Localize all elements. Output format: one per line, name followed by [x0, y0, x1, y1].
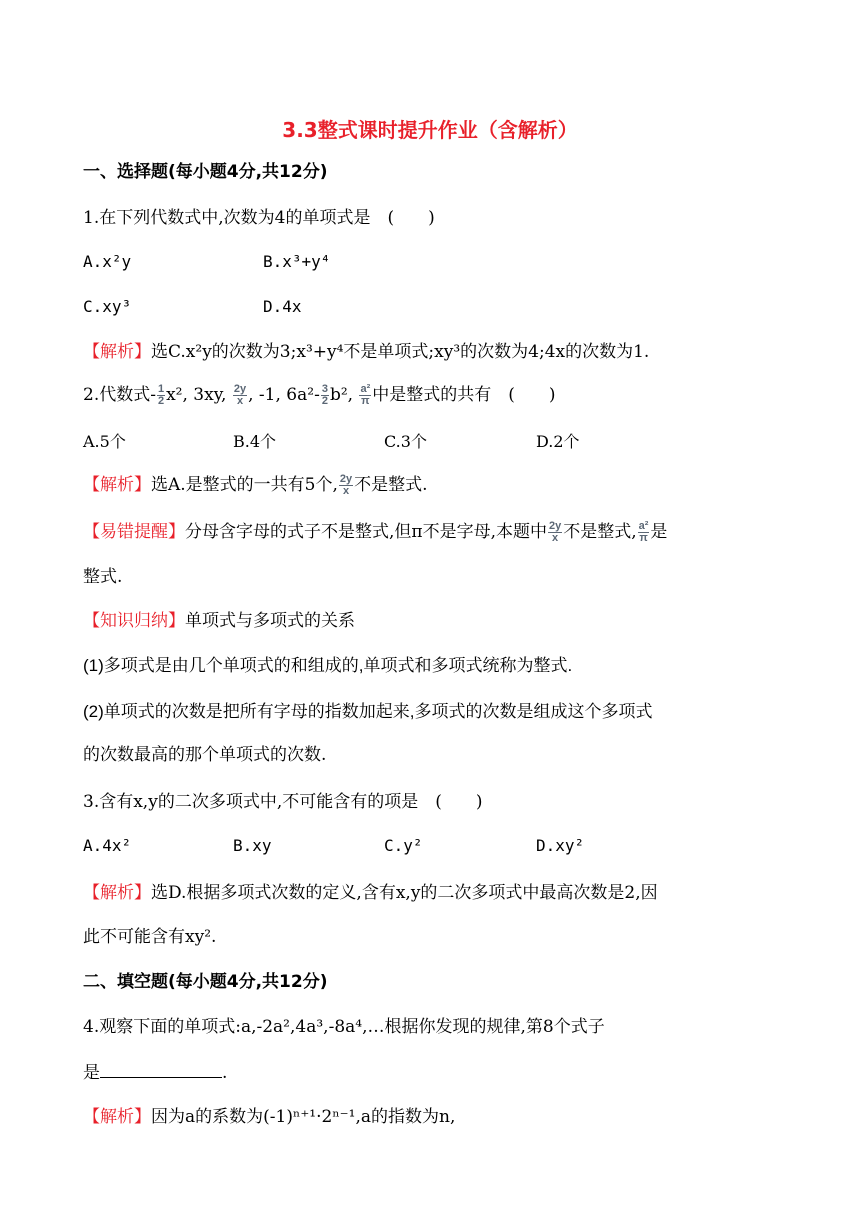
section-heading-fill: 二、填空题(每小题4分,共12分) — [83, 972, 328, 992]
q4-explanation-text: 因为a的系数为(-1)ⁿ⁺¹·2ⁿ⁻¹,a的指数为n, — [151, 1107, 456, 1127]
knowledge-summary-heading — [83, 610, 355, 632]
fraction-three-halves — [321, 384, 329, 407]
q1-option-c: C.xy³ — [83, 297, 132, 316]
q2-option-d: D.2个 — [536, 432, 580, 451]
question-4-stem: 4.观察下面的单项式:a,-2a²,4a³,-8a⁴,…根据你发现的规律,第8个式子 — [83, 1017, 605, 1037]
q2-stem-mid2: , -1, 6a²- — [248, 385, 320, 405]
fraction-a2-over-pi — [359, 384, 371, 407]
question-3-stem: 3.含有x,y的二次多项式中,不可能含有的项是 ( ) — [83, 792, 483, 812]
question-1-stem: 1.在下列代数式中,次数为4的单项式是 ( ) — [83, 208, 435, 228]
q2-option-c: C.3个 — [384, 432, 427, 451]
fraction-2y-over-x — [339, 474, 353, 497]
q2-stem-suffix: 中是整式的共有 ( ) — [372, 385, 556, 405]
q2-tip-mid: 不是整式, — [563, 522, 637, 542]
fraction-denominator: x — [236, 395, 244, 407]
analysis-tag: 【解析】 — [83, 475, 151, 495]
fraction-denominator: 2 — [321, 395, 328, 407]
fraction-denominator: x — [342, 485, 350, 497]
q1-option-d: D.4x — [263, 297, 302, 316]
q2-explanation-prefix: 选A.是整式的一共有5个, — [151, 475, 338, 495]
q2-explanation — [83, 474, 428, 497]
fraction-numerator: a² — [360, 383, 371, 395]
q3-option-c: C.y² — [384, 836, 423, 855]
q3-option-d: D.xy² — [536, 836, 585, 855]
analysis-tag: 【解析】 — [83, 883, 151, 903]
section-heading-choice: 一、选择题(每小题4分,共12分) — [83, 162, 328, 182]
knowledge-title: 单项式与多项式的关系 — [185, 611, 355, 631]
analysis-tag: 【解析】 — [83, 342, 151, 362]
q1-option-a: A.x²y — [83, 252, 132, 271]
question-4-stem-cont — [83, 1061, 227, 1084]
q2-stem-mid3: b², — [329, 385, 359, 405]
fraction-numerator: 2y — [339, 473, 353, 485]
answer-blank — [100, 1061, 222, 1078]
q2-tip-prefix: 分母含字母的式子不是整式,但π不是字母,本题中 — [185, 522, 547, 542]
q2-tip — [83, 521, 667, 544]
q4-stem-end: . — [222, 1063, 228, 1083]
error-tip-tag: 【易错提醒】 — [83, 522, 185, 542]
q2-tip-suffix: 是 — [650, 522, 668, 542]
fraction-denominator: x — [552, 532, 559, 544]
knowledge-point-2-cont: 的次数最高的那个单项式的次数. — [83, 745, 327, 765]
fraction-numerator: 2y — [233, 383, 247, 395]
fraction-numerator: a² — [638, 520, 649, 532]
fraction-denominator: π — [361, 395, 370, 407]
q1-explanation-text: 选C.x²y的次数为3;x³+y⁴不是单项式;xy³的次数为4;4x的次数为1. — [151, 342, 650, 362]
q3-option-a: A.4x² — [83, 836, 132, 855]
q3-explanation-cont: 此不可能含有xy². — [83, 927, 217, 947]
fraction-numerator: 1 — [157, 383, 165, 395]
q1-option-b: B.x³+y⁴ — [263, 252, 331, 271]
q1-explanation — [83, 341, 649, 363]
q2-tip-line2: 整式. — [83, 567, 123, 587]
q2-stem-prefix: 2.代数式- — [83, 385, 156, 405]
knowledge-point-1: (1)多项式是由几个单项式的和组成的,单项式和多项式统称为整式. — [83, 656, 573, 675]
knowledge-point-2: (2)单项式的次数是把所有字母的指数加起来,多项式的次数是组成这个多项式 — [83, 702, 653, 721]
q3-option-b: B.xy — [233, 836, 272, 855]
fraction-denominator: 2 — [157, 395, 165, 407]
fraction-numerator: 2y — [548, 520, 562, 532]
question-2-stem — [83, 384, 556, 407]
q4-stem-text: 是 — [83, 1063, 100, 1083]
q2-explanation-suffix: 不是整式. — [354, 475, 428, 495]
fraction-a2-over-pi — [638, 521, 650, 544]
q2-option-b: B.4个 — [233, 432, 277, 451]
knowledge-tag: 【知识归纳】 — [83, 611, 185, 631]
fraction-numerator: 3 — [321, 383, 328, 395]
fraction-2y-over-x — [233, 384, 247, 407]
q2-option-a: A.5个 — [83, 432, 126, 451]
fraction-2y-over-x — [548, 521, 562, 544]
fraction-denominator: π — [639, 532, 648, 544]
q3-explanation-text: 选D.根据多项式次数的定义,含有x,y的二次多项式中最高次数是2,因 — [151, 883, 658, 903]
analysis-tag: 【解析】 — [83, 1107, 151, 1127]
q2-stem-mid: x², 3xy, — [166, 385, 232, 405]
q4-explanation — [83, 1106, 455, 1128]
fraction-one-half — [157, 384, 165, 407]
page-title: 3.3整式课时提升作业（含解析） — [282, 118, 578, 142]
q3-explanation — [83, 882, 658, 904]
